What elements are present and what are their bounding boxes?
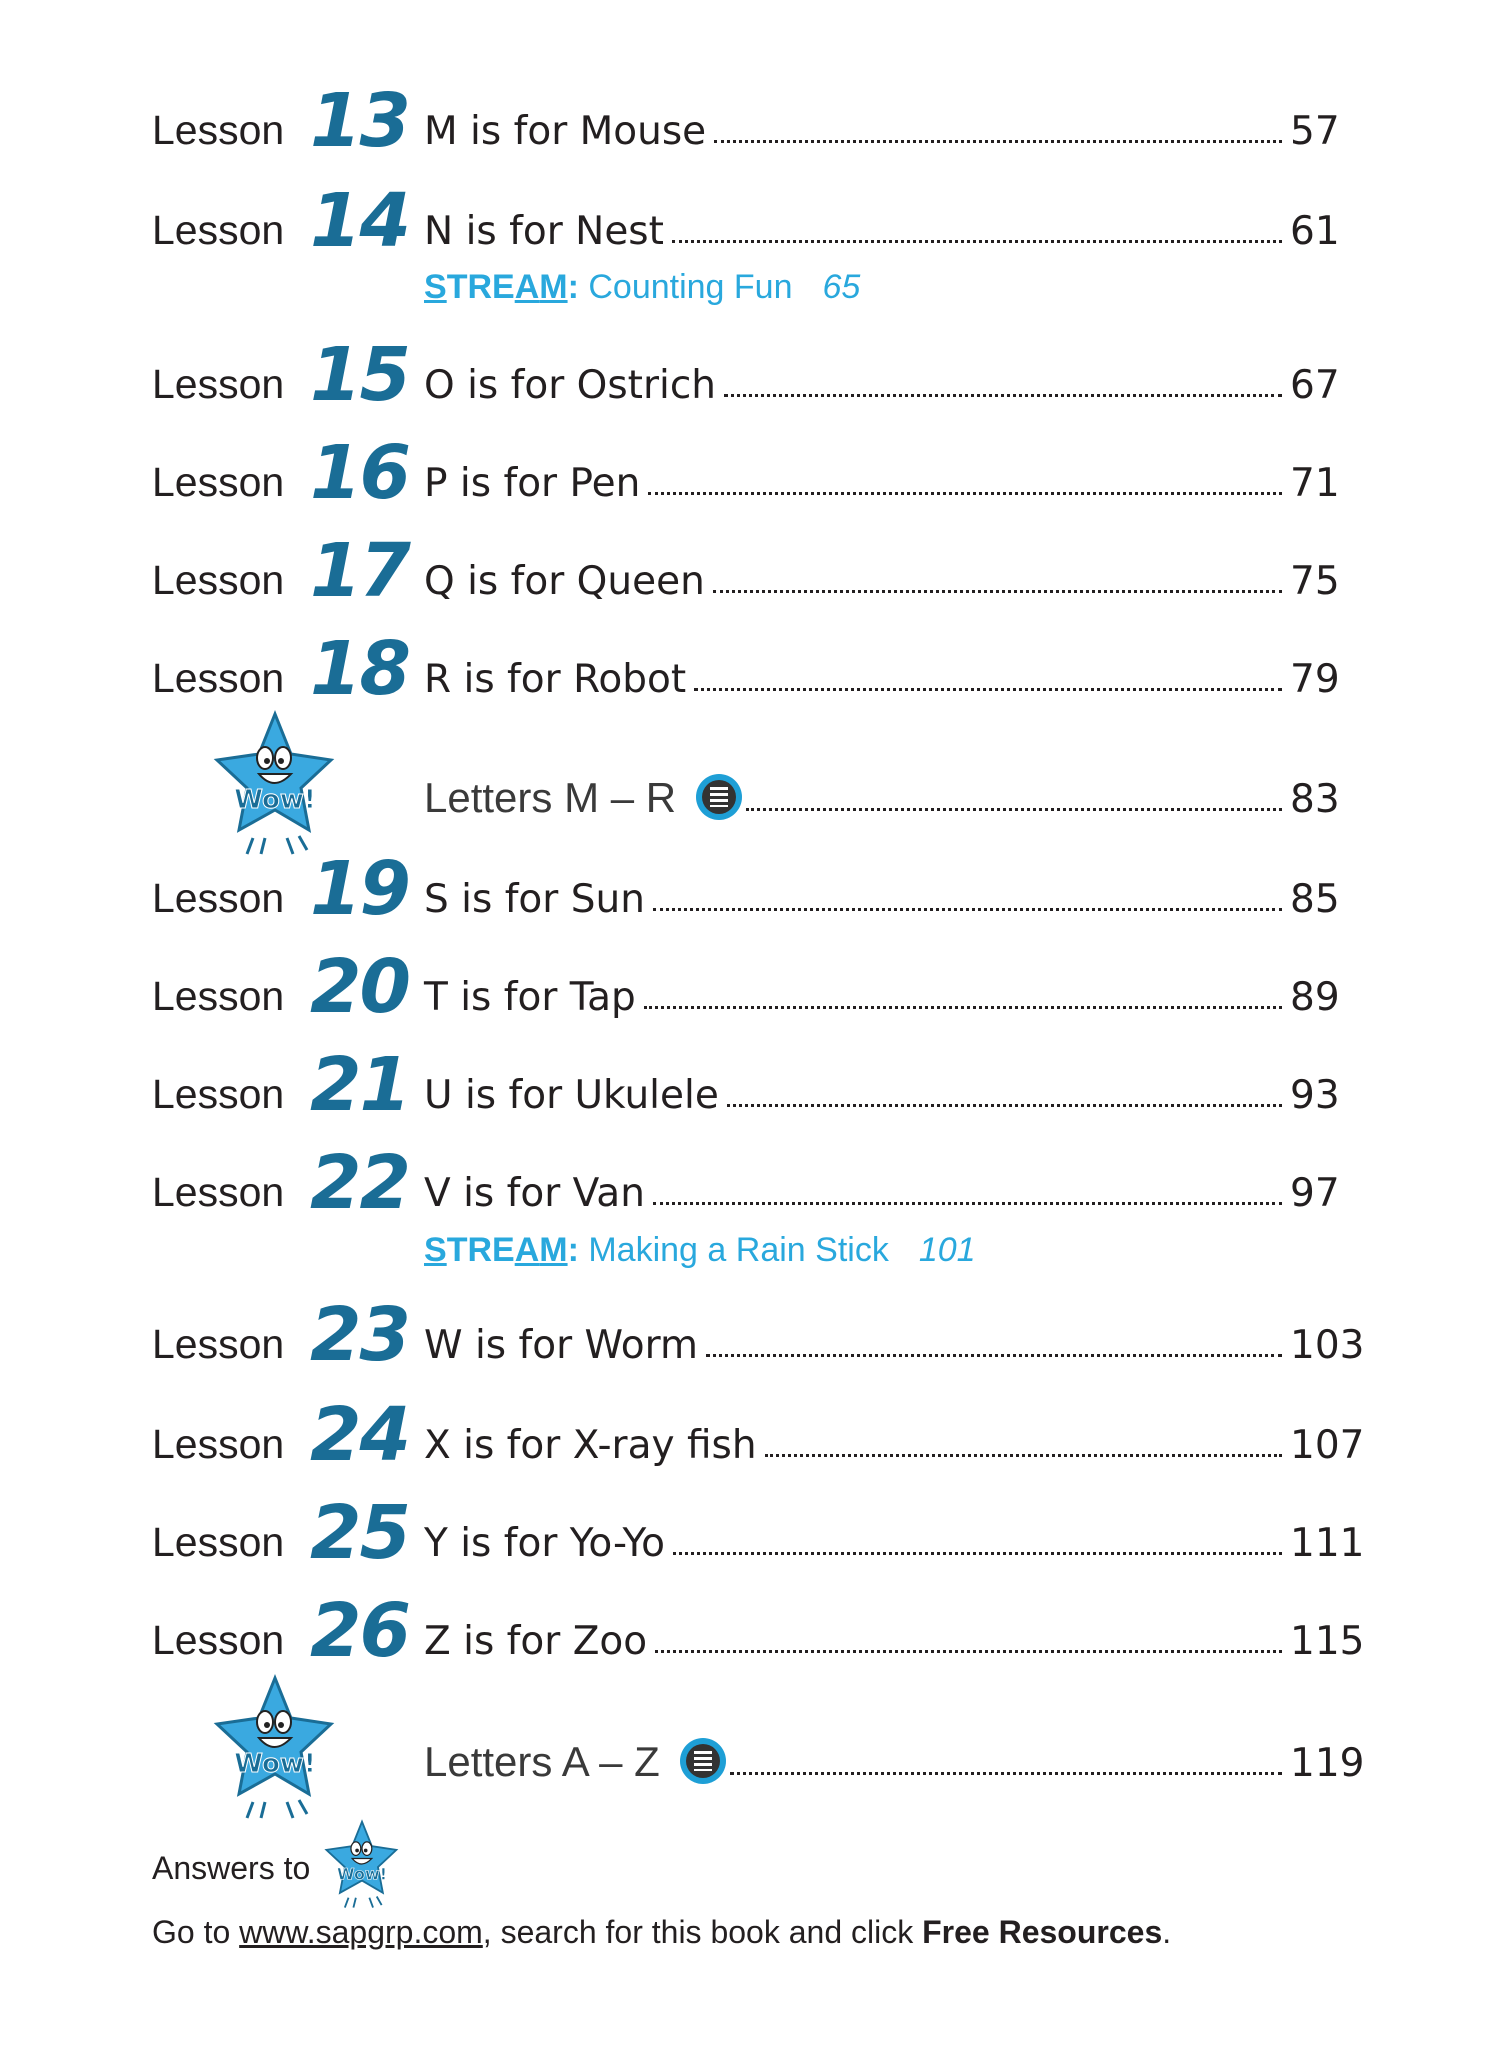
dot-leader xyxy=(648,492,1282,495)
lesson-label: Lesson xyxy=(152,655,285,701)
review-title: Letters A – Z xyxy=(424,1738,660,1785)
lesson-label: Lesson xyxy=(152,207,285,253)
lesson-number: 19 xyxy=(310,846,409,932)
dot-leader xyxy=(730,1772,1282,1775)
lesson-number: 26 xyxy=(310,1588,409,1674)
lesson-number: 16 xyxy=(310,430,409,516)
page-number: 85 xyxy=(1290,877,1340,922)
lesson-label: Lesson xyxy=(152,361,285,407)
toc-row-lesson-15 xyxy=(152,314,1362,418)
lesson-number: 24 xyxy=(310,1392,409,1478)
dot-leader xyxy=(746,808,1282,811)
toc-row-lesson-13 xyxy=(152,60,1362,164)
page-number: 83 xyxy=(1290,777,1340,822)
page-number: 107 xyxy=(1290,1423,1365,1468)
lesson-title: V is for Van xyxy=(424,1171,645,1216)
lesson-label: Lesson xyxy=(152,459,285,505)
lesson-number: 14 xyxy=(310,178,409,264)
answers-line xyxy=(152,1850,310,1887)
toc-row-lesson-17 xyxy=(152,510,1362,614)
wow-label: Wow! xyxy=(234,785,316,815)
footer-instruction: Go to www.sapgrp.com, search for this book and click Free Resources. xyxy=(152,1914,1172,1950)
page-number: 115 xyxy=(1290,1619,1365,1664)
dot-leader xyxy=(727,1104,1282,1107)
lesson-label: Lesson xyxy=(152,1321,285,1367)
toc-row-lesson-23 xyxy=(152,1274,1365,1378)
toc-row-lesson-21 xyxy=(152,1024,1362,1128)
page-number: 89 xyxy=(1290,975,1340,1020)
stream-title: Making a Rain Stick xyxy=(588,1231,889,1269)
page-number: 75 xyxy=(1290,559,1340,604)
stream-page: 65 xyxy=(822,268,861,306)
stream-entry-2: STREAM: Making a Rain Stick 101 xyxy=(424,1231,976,1269)
lesson-title: S is for Sun xyxy=(424,877,645,922)
lesson-label: Lesson xyxy=(152,973,285,1019)
page-number: 67 xyxy=(1290,363,1340,408)
toc-row-review-a-z xyxy=(152,1692,1365,1792)
toc-row-lesson-24 xyxy=(152,1374,1365,1478)
lesson-title: N is for Nest xyxy=(424,209,664,254)
lesson-label: Lesson xyxy=(152,1519,285,1565)
lesson-title: Q is for Queen xyxy=(424,559,705,604)
dot-leader xyxy=(655,1650,1282,1653)
page-number: 93 xyxy=(1290,1073,1340,1118)
page-number: 79 xyxy=(1290,657,1340,702)
dot-leader xyxy=(706,1354,1282,1357)
lesson-number: 20 xyxy=(310,944,409,1030)
dot-leader xyxy=(714,140,1282,143)
lesson-number: 21 xyxy=(310,1042,409,1128)
page-number: 57 xyxy=(1290,109,1340,154)
dot-leader xyxy=(724,394,1282,397)
stream-page: 101 xyxy=(918,1231,976,1269)
toc-row-lesson-16 xyxy=(152,412,1362,516)
lesson-number: 18 xyxy=(310,626,409,712)
lesson-number: 15 xyxy=(310,332,409,418)
stream-entry-1: STREAM: Counting Fun 65 xyxy=(424,268,861,306)
page-number: 111 xyxy=(1290,1521,1365,1566)
dot-leader xyxy=(694,688,1282,691)
toc-row-lesson-20 xyxy=(152,926,1362,1030)
lesson-title: O is for Ostrich xyxy=(424,363,717,408)
dot-leader xyxy=(673,1552,1282,1555)
toc-row-lesson-26 xyxy=(152,1570,1365,1674)
dot-leader xyxy=(653,1202,1282,1205)
page-number: 61 xyxy=(1290,209,1340,254)
stream-title: Counting Fun xyxy=(588,268,793,306)
lesson-title: W is for Worm xyxy=(424,1323,699,1368)
lesson-title: U is for Ukulele xyxy=(424,1073,719,1118)
dot-leader xyxy=(765,1454,1282,1457)
lesson-label: Lesson xyxy=(152,875,285,921)
checklist-icon xyxy=(680,1738,726,1784)
toc-row-lesson-14 xyxy=(152,160,1362,264)
dot-leader xyxy=(653,908,1282,911)
lesson-label: Lesson xyxy=(152,1421,285,1467)
review-title: Letters M – R xyxy=(424,774,677,821)
lesson-number: 25 xyxy=(310,1490,409,1576)
wow-star-small-icon xyxy=(322,1818,402,1910)
lesson-number: 22 xyxy=(310,1140,409,1226)
wow-label: Wow! xyxy=(234,1749,316,1779)
toc-row-lesson-19 xyxy=(152,828,1362,932)
lesson-title: Y is for Yo-Yo xyxy=(424,1521,665,1566)
lesson-label: Lesson xyxy=(152,107,285,153)
checklist-icon xyxy=(696,774,742,820)
page-number: 103 xyxy=(1290,1323,1365,1368)
lesson-title: P is for Pen xyxy=(424,461,641,506)
lesson-label: Lesson xyxy=(152,1617,285,1663)
lesson-label: Lesson xyxy=(152,1071,285,1117)
toc-row-lesson-22 xyxy=(152,1122,1362,1226)
page-number: 97 xyxy=(1290,1171,1340,1216)
website-link[interactable]: www.sapgrp.com xyxy=(239,1914,483,1950)
dot-leader xyxy=(644,1006,1282,1009)
dot-leader xyxy=(672,240,1282,243)
lesson-title: Z is for Zoo xyxy=(424,1619,648,1664)
dot-leader xyxy=(713,590,1282,593)
page-number: 71 xyxy=(1290,461,1340,506)
answers-label: Answers to xyxy=(152,1850,311,1886)
toc-row-lesson-18 xyxy=(152,608,1362,712)
free-resources-label: Free Resources xyxy=(922,1914,1163,1950)
lesson-title: R is for Robot xyxy=(424,657,687,702)
lesson-number: 13 xyxy=(310,78,409,164)
page-number: 119 xyxy=(1290,1741,1365,1786)
wow-label: Wow! xyxy=(337,1864,387,1884)
lesson-number: 23 xyxy=(310,1292,409,1378)
lesson-label: Lesson xyxy=(152,557,285,603)
lesson-number: 17 xyxy=(310,528,409,614)
lesson-title: X is for X-ray fish xyxy=(424,1423,757,1468)
lesson-title: T is for Tap xyxy=(424,975,636,1020)
toc-row-lesson-25 xyxy=(152,1472,1365,1576)
toc-row-review-m-r xyxy=(152,728,1362,828)
lesson-label: Lesson xyxy=(152,1169,285,1215)
lesson-title: M is for Mouse xyxy=(424,109,707,154)
